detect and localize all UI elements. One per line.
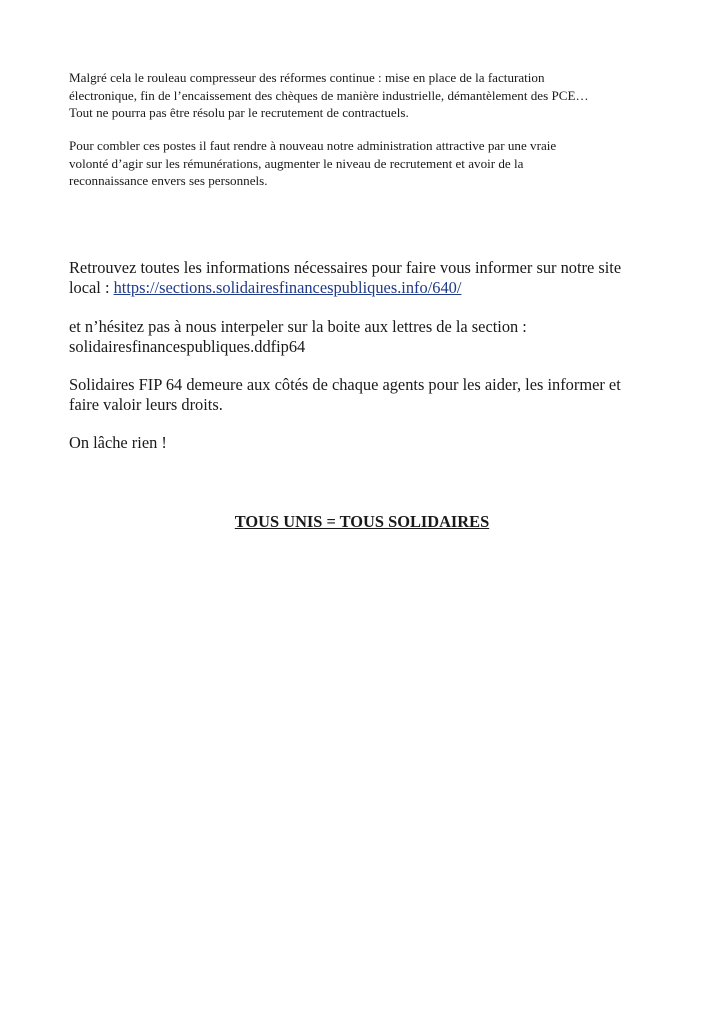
text-line: faire valoir leurs droits.: [69, 394, 223, 414]
text-line: [69, 278, 669, 298]
paragraph-mailbox: [69, 317, 669, 356]
paragraph-support: [69, 375, 669, 414]
text-prefix: local :: [69, 277, 114, 297]
text-line: électronique, fin de l’encaissement des chèques de manière industrielle, démantèlement des PCE…: [69, 87, 589, 103]
paragraph-reforms: [69, 69, 669, 122]
site-link[interactable]: https://sections.solidairesfinancespubliques.info/640/: [113, 277, 462, 297]
slogan-heading: TOUS UNIS = TOUS SOLIDAIRES: [234, 512, 490, 531]
text-line: Retrouvez toutes les informations nécessaires pour faire vous informer sur notre site: [69, 258, 622, 277]
text-line: solidairesfinancespubliques.ddfip64: [69, 336, 306, 356]
paragraph-website: [69, 258, 669, 297]
paragraph-attractiveness: [69, 137, 669, 190]
text-line: Malgré cela le rouleau compresseur des réformes continue : mise en place de la facturation: [69, 70, 545, 85]
paragraph-closing: [69, 433, 669, 453]
text-line: Pour combler ces postes il faut rendre à nouveau notre administration attractive par une vraie: [69, 138, 557, 153]
text-line: Solidaires FIP 64 demeure aux côtés de chaque agents pour les aider, les informer et: [69, 375, 621, 394]
text-line: Tout ne pourra pas être résolu par le recrutement de contractuels.: [69, 105, 409, 121]
text-line: reconnaissance envers ses personnels.: [69, 173, 268, 189]
text-line: et n’hésitez pas à nous interpeler sur la boite aux lettres de la section :: [69, 317, 527, 336]
text-line: On lâche rien !: [69, 433, 167, 452]
text-line: volonté d’agir sur les rémunérations, augmenter le niveau de recrutement et avoir de la: [69, 155, 524, 171]
